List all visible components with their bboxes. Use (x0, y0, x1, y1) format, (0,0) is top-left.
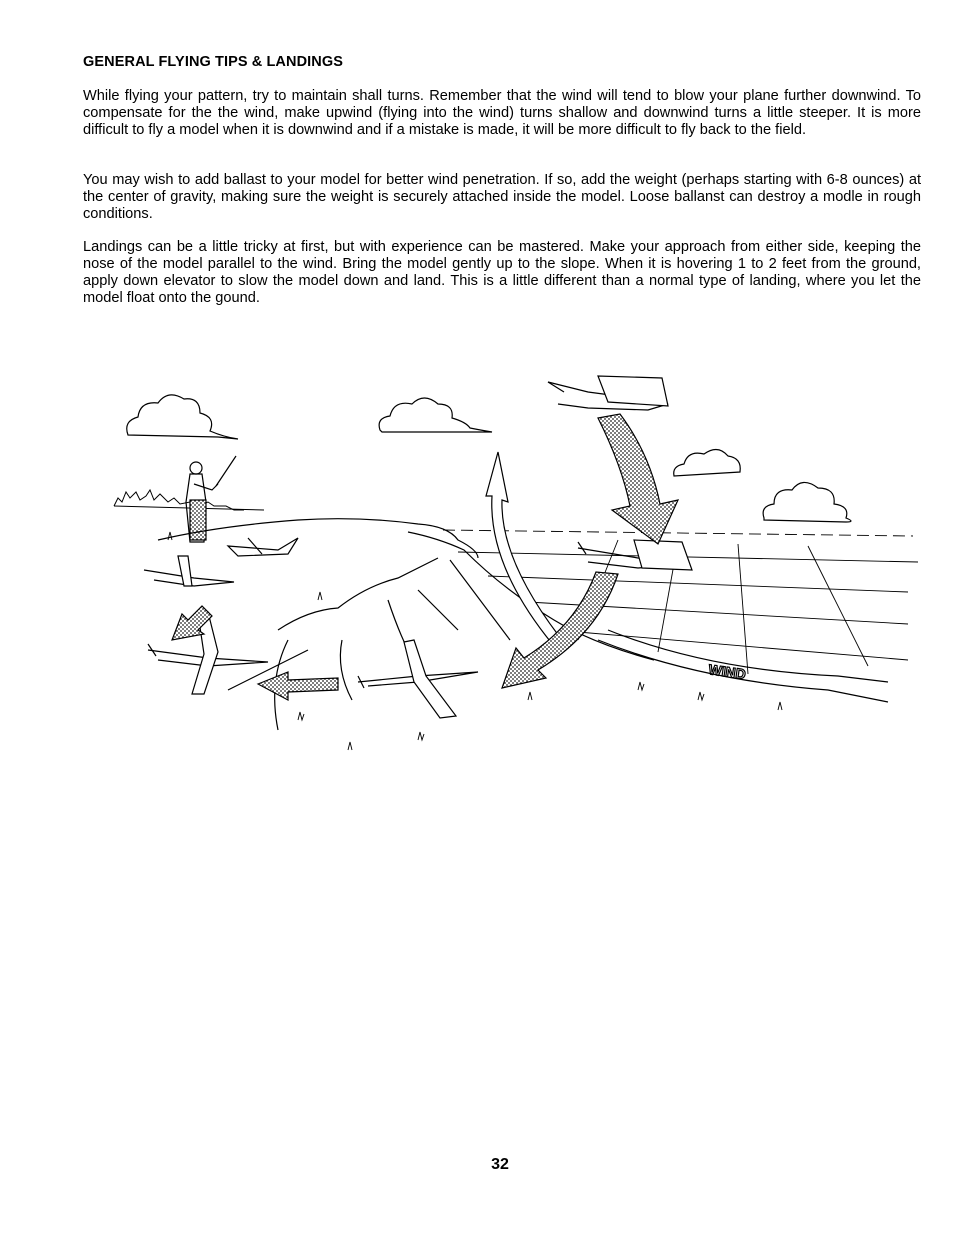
arrow-descend-stippled (598, 414, 678, 544)
cloud-left (127, 395, 238, 439)
section-heading: GENERAL FLYING TIPS & LANDINGS (83, 54, 343, 70)
cloud-right (674, 449, 851, 522)
glider-left-ground (228, 538, 298, 556)
arrow-upwind-turn (486, 452, 562, 646)
paragraph-ballast: You may wish to add ballast to your model for better wind penetration. If so, add the weight (perhaps starting with 6-8 ounces) at the center of gravity, making sure the weight is securely attached inside the model. Loose ballanst can destroy a modle in rough conditions. (83, 172, 921, 222)
page-number: 32 (491, 1156, 509, 1173)
glider-landing-center (358, 640, 478, 718)
arrow-small-left (258, 672, 338, 700)
wind-arrow (598, 630, 888, 702)
glider-left-low (144, 556, 234, 586)
pilot-figure (186, 456, 236, 542)
wind-label: WIND (707, 661, 747, 683)
distant-treeline (114, 490, 264, 510)
paragraph-flying-pattern: While flying your pattern, try to maintain shall turns. Remember that the wind will tend to blow your plane further downwind. To compensate for the the wind, make upwind (flying into the wind) turns shallow and downwind turns a little steeper. It is more difficult to fly a model when it is downwind and if a mistake is made, it will be more difficult to fly back to the field. (83, 88, 921, 138)
slope-landing-illustration (78, 340, 918, 780)
cloud-center (379, 398, 492, 432)
paragraph-landings: Landings can be a little tricky at first, but with experience can be mastered. Make your approach from either side, keeping the nose of the model parallel to the wind. Bring the model gently up to the slope. When it is hovering 1 to 2 feet from the ground, apply down elevator to slow the model down and land. This is a little different than a normal type of landing, where you let the model float onto the gound. (83, 239, 921, 306)
glider-top-right (548, 376, 668, 410)
glider-landing-left (148, 612, 268, 694)
